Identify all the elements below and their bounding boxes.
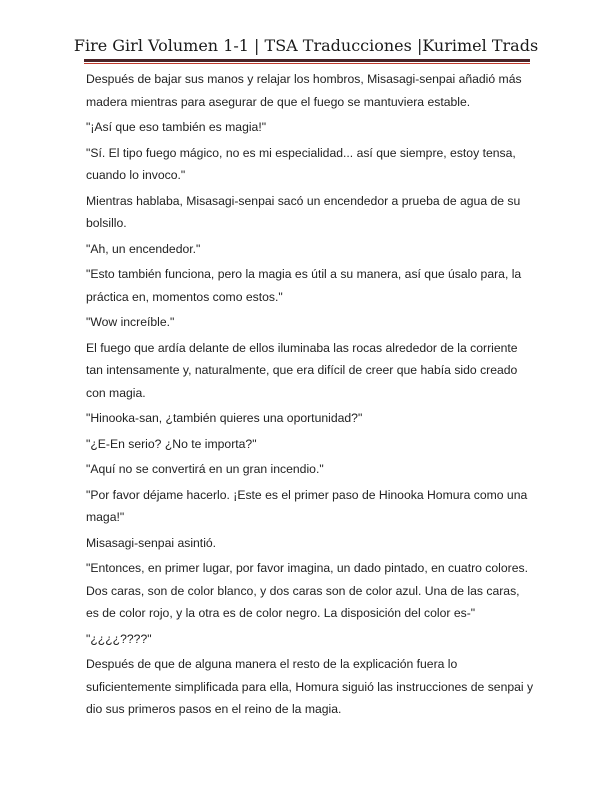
paragraph [86, 190, 532, 235]
page-header-title: Fire Girl Volumen 1-1 | TSA Traducciones |Kurimel Trads [73, 36, 539, 55]
paragraph [86, 116, 532, 139]
paragraph-line: Después de bajar sus manos y relajar los hombros, Misasagi-senpai añadió más [86, 72, 522, 86]
paragraph [86, 407, 532, 430]
paragraph-line: "¡Así que eso también es magia!" [86, 120, 267, 134]
paragraph [86, 238, 532, 261]
paragraph-line: práctica en, momentos como estos." [86, 289, 283, 304]
paragraph-line: dio sus primeros pasos en el reino de la magia. [86, 702, 342, 716]
paragraph-line: bolsillo. [86, 216, 127, 230]
paragraph-line: "Esto también funciona, pero la magia es útil a su manera, así que úsalo para, la [86, 267, 522, 281]
paragraph-line: Dos caras, son de color blanco, y dos caras son de color azul. Una de las caras, [86, 583, 520, 598]
paragraph-line: Después de que de alguna manera el resto de la explicación fuera lo [86, 657, 458, 671]
paragraph [86, 532, 532, 555]
paragraph [86, 458, 532, 481]
paragraph-line: madera mientras para asegurar de que el fuego se mantuviera estable. [86, 94, 471, 109]
header-rule-red [84, 63, 530, 64]
paragraph-line: "Sí. El tipo fuego mágico, no es mi especialidad... así que siempre, estoy tensa, [86, 145, 516, 160]
paragraph-line: cuando lo invoco." [86, 168, 186, 182]
paragraph-line: "Wow increíble." [86, 315, 175, 329]
paragraph [86, 311, 532, 334]
paragraph-line: Mientras hablaba, Misasagi-senpai sacó un encendedor a prueba de agua de su [86, 193, 521, 208]
paragraph [86, 142, 532, 187]
document-body [86, 68, 532, 724]
paragraph-line: "Aquí no se convertirá en un gran incendio." [86, 462, 324, 476]
paragraph-line: maga!" [86, 510, 125, 524]
paragraph-line: "Por favor déjame hacerlo. ¡Este es el primer paso de Hinooka Homura como una [86, 487, 528, 502]
header-rule-dark [84, 59, 530, 62]
paragraph [86, 433, 532, 456]
paragraph-line: "Entonces, en primer lugar, por favor imagina, un dado pintado, en cuatro colores. [86, 561, 528, 575]
paragraph-line: "¿E-En serio? ¿No te importa?" [86, 436, 257, 451]
paragraph [86, 337, 532, 405]
paragraph-line: Misasagi-senpai asintió. [86, 535, 217, 550]
paragraph [86, 484, 532, 529]
paragraph [86, 68, 532, 113]
paragraph-line: "¿¿¿¿????" [86, 631, 152, 646]
paragraph-line: es de color rojo, y la otra es de color negro. La disposición del color es-" [86, 606, 476, 620]
paragraph-line: "Ah, un encendedor." [86, 241, 201, 256]
paragraph-line: "Hinooka-san, ¿también quieres una oportunidad?" [86, 411, 363, 425]
paragraph-line: El fuego que ardía delante de ellos iluminaba las rocas alrededor de la corriente [86, 340, 518, 355]
paragraph [86, 628, 532, 651]
paragraph-line: tan intensamente y, naturalmente, que era difícil de creer que había sido creado [86, 363, 518, 377]
paragraph-line: suficientemente simplificada para ella, Homura siguió las instrucciones de senpai y [86, 679, 534, 694]
paragraph [86, 263, 532, 308]
paragraph [86, 557, 532, 625]
paragraph [86, 653, 532, 721]
paragraph-line: con magia. [86, 385, 146, 400]
